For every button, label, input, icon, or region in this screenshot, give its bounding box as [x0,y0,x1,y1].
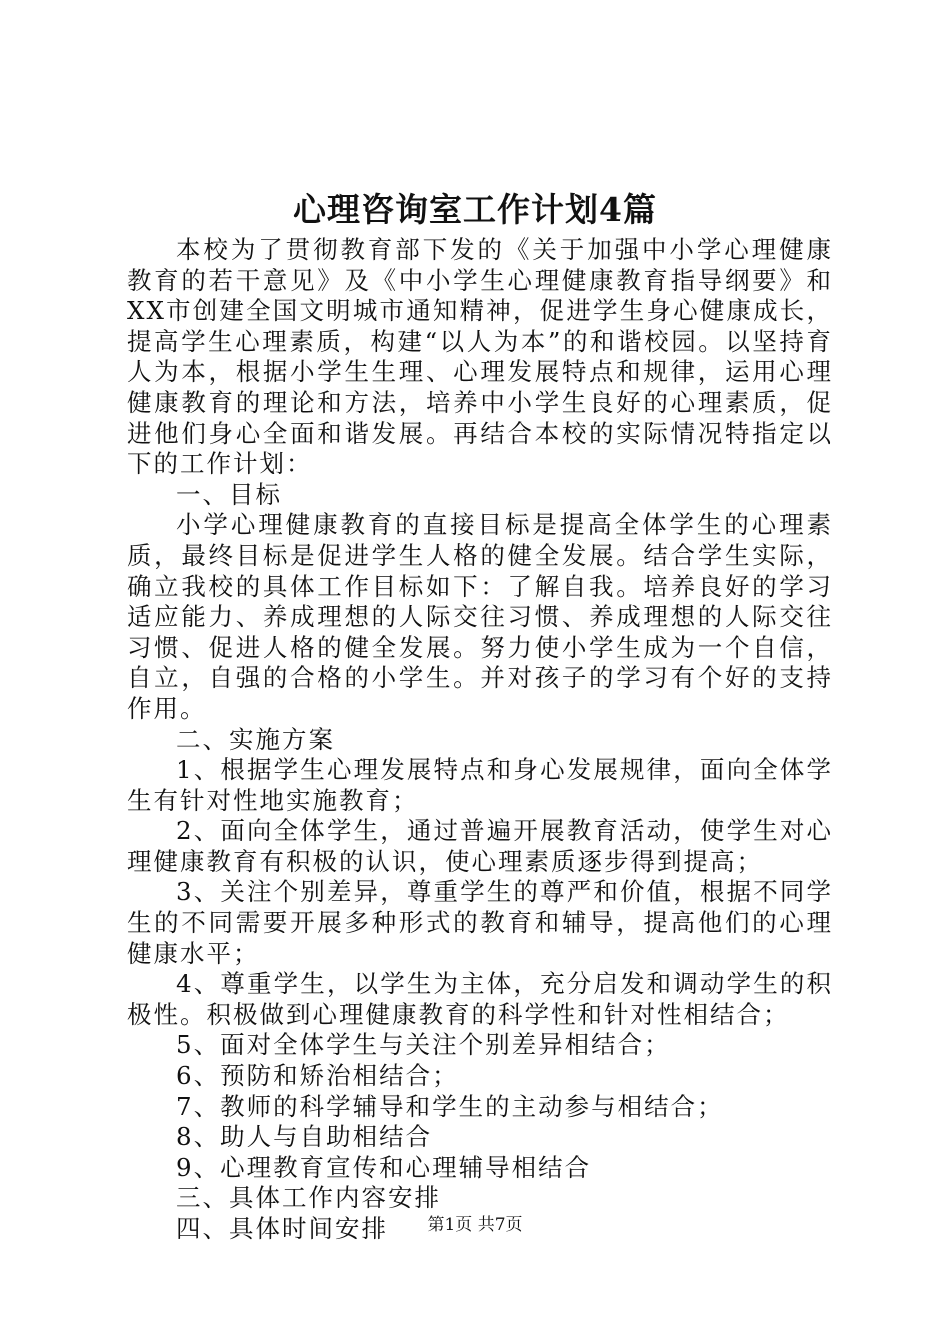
plan-item-5: 5、面对全体学生与关注个别差异相结合； [176,1030,671,1060]
plan-item-8: 8、助人与自助相结合 [176,1122,433,1152]
section-heading-plan: 二、实施方案 [176,724,335,754]
plan-item-3: 3、关注个别差异，尊重学生的尊严和价值，根据不同学生的不同需要开展多种形式的教育和辅导，提高他们的心理健康水平； [127,877,833,968]
section-heading-goals: 一、目标 [176,479,282,509]
plan-item-7: 7、教师的科学辅导和学生的主动参与相结合； [176,1091,724,1121]
document-title: 心理咨询室工作计划4篇 [293,190,657,229]
section-heading-schedule: 四、具体时间安排 [176,1214,388,1243]
plan-item-9: 9、心理教育宣传和心理辅导相结合 [176,1152,592,1182]
goals-paragraph: 小学心理健康教育的直接目标是提高全体学生的心理素质，最终目标是促进学生人格的健全发展。结合学生实际，确立我校的具体工作目标如下：了解自我。培养良好的学习适应能力、养成理想的人际交往习惯、养成理想的人际交往习惯、促进人格的健全发展。努力使小学生成为一个自信，自立，自强的合格的小学生。并对孩子的学习有个好的支持作用。 [127,510,833,723]
plan-item-4: 4、尊重学生，以学生为主体，充分启发和调动学生的积极性。积极做到心理健康教育的科学性和针对性相结合； [127,969,833,1029]
plan-item-6: 6、预防和矫治相结合； [176,1061,459,1091]
plan-item-1: 1、根据学生心理发展特点和身心发展规律，面向全体学生有针对性地实施教育； [127,755,833,815]
section-heading-content: 三、具体工作内容安排 [176,1183,441,1213]
document-body [127,235,833,1245]
page-footer: 第1页 共7页 [427,1215,523,1235]
intro-paragraph: 本校为了贯彻教育部下发的《关于加强中小学心理健康教育的若干意见》及《中小学生心理健康教育指导纲要》和XX市创建全国文明城市通知精神，促进学生身心健康成长，提高学生心理素质，构建“以人为本”的和谐校园。以坚持育人为本，根据小学生生理、心理发展特点和规律，运用心理健康教育的理论和方法，培养中小学生良好的心理素质，促进他们身心全面和谐发展。再结合本校的实际情况特指定以下的工作计划： [127,235,833,479]
plan-item-2: 2、面向全体学生，通过普遍开展教育活动，使学生对心理健康教育有积极的认识，使心理素质逐步得到提高； [127,816,833,876]
